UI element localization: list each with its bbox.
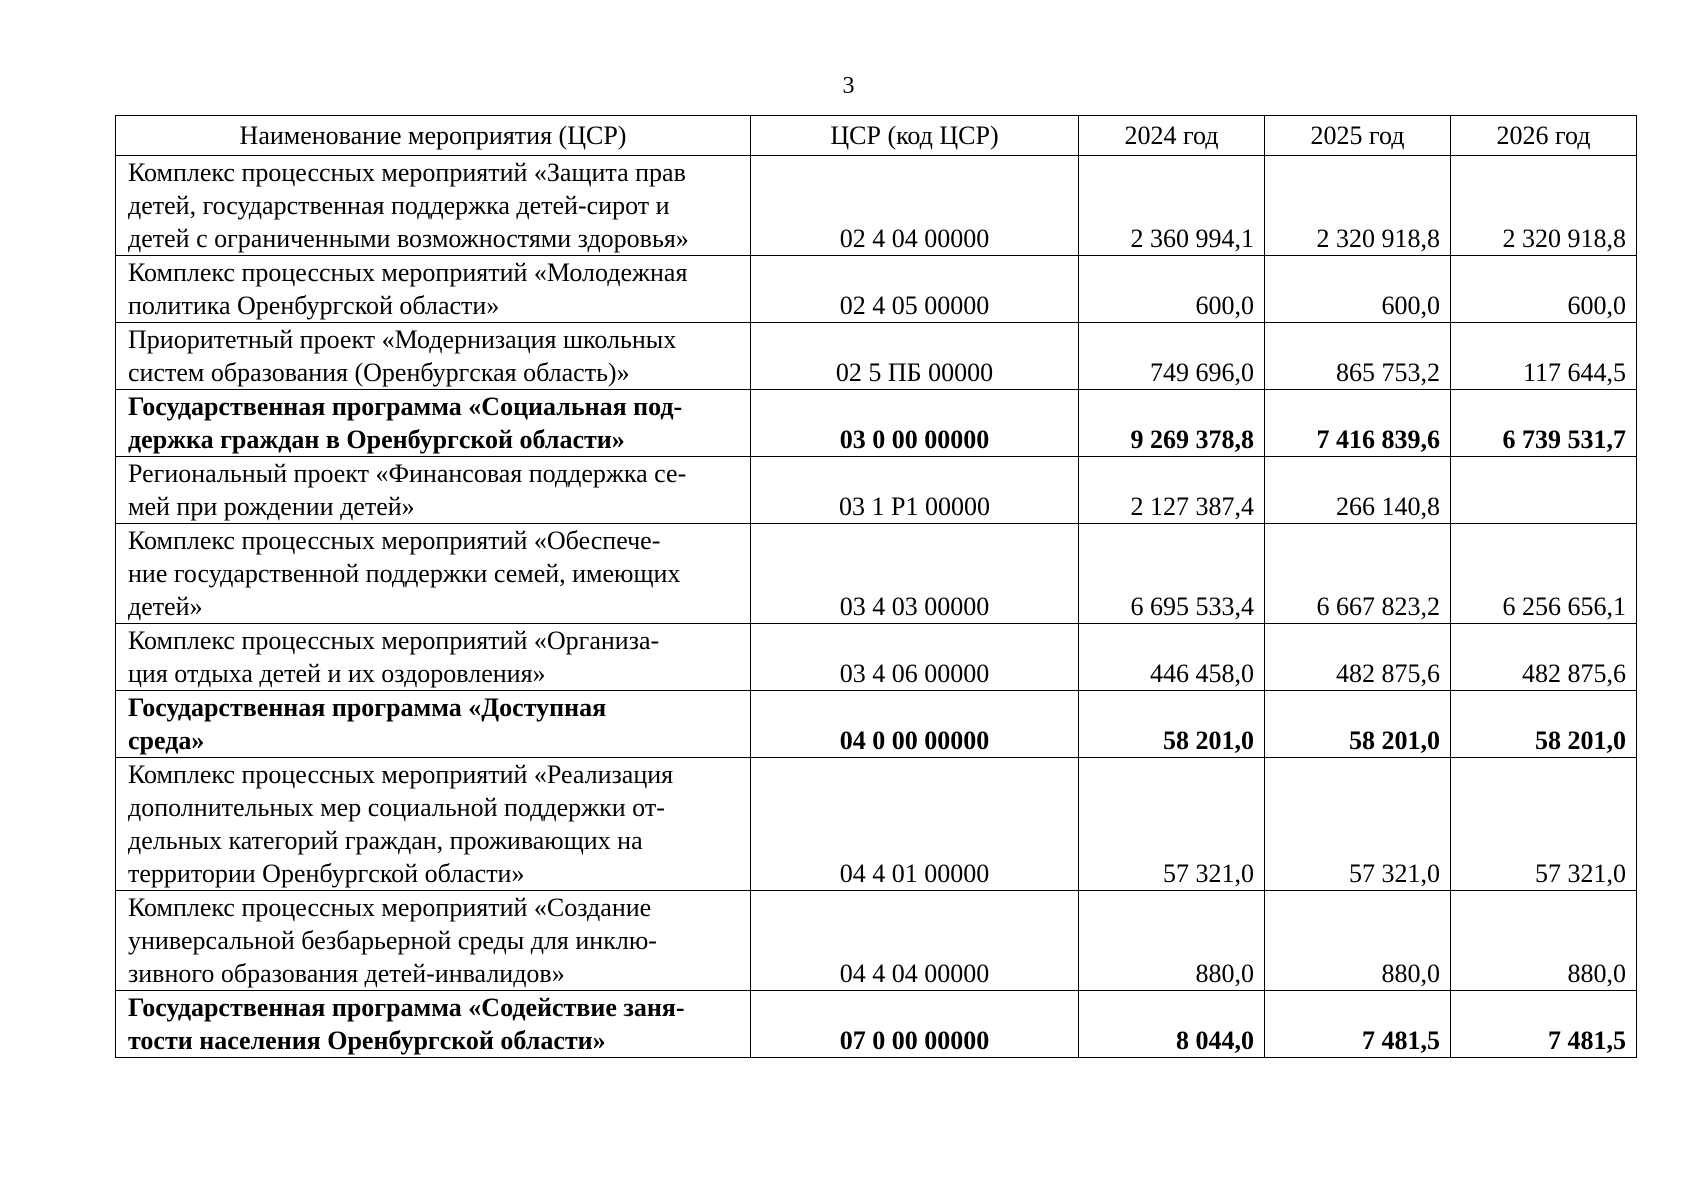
row-code: 04 4 04 00000: [751, 891, 1079, 991]
row-2024: 2 127 387,4: [1079, 457, 1265, 524]
table-body: [116, 156, 1637, 1058]
row-2025: 7 416 839,6: [1265, 390, 1451, 457]
row-name: Региональный проект «Финансовая поддержка се- мей при рождении детей»: [116, 457, 751, 524]
row-name: Комплекс процессных мероприятий «Создание универсальной безбарьерной среды для инклю- зивного образования детей-инвалидов»: [116, 891, 751, 991]
budget-table: [115, 115, 1637, 1058]
row-code: 04 4 01 00000: [751, 758, 1079, 891]
row-2026: 6 739 531,7: [1451, 390, 1637, 457]
row-2025: 880,0: [1265, 891, 1451, 991]
row-2025: 2 320 918,8: [1265, 156, 1451, 256]
row-2026: [1451, 457, 1637, 524]
row-code: 03 1 Р1 00000: [751, 457, 1079, 524]
row-2025: 58 201,0: [1265, 691, 1451, 758]
header-name: Наименование мероприятия (ЦСР): [116, 116, 751, 156]
row-name: Комплекс процессных мероприятий «Молодежная политика Оренбургской области»: [116, 256, 751, 323]
row-2026: 58 201,0: [1451, 691, 1637, 758]
row-code: 02 4 05 00000: [751, 256, 1079, 323]
row-name: Государственная программа «Содействие заня- тости населения Оренбургской области»: [116, 991, 751, 1058]
row-2026: 482 875,6: [1451, 624, 1637, 691]
row-2026: 117 644,5: [1451, 323, 1637, 390]
table-header: [116, 116, 1637, 156]
row-2026: 7 481,5: [1451, 991, 1637, 1058]
row-code: 04 0 00 00000: [751, 691, 1079, 758]
row-2025: 6 667 823,2: [1265, 524, 1451, 624]
row-2025: 600,0: [1265, 256, 1451, 323]
table-row: [116, 691, 1637, 758]
row-2026: 880,0: [1451, 891, 1637, 991]
row-2025: 7 481,5: [1265, 991, 1451, 1058]
table-row: [116, 390, 1637, 457]
table-row: [116, 991, 1637, 1058]
row-name: Государственная программа «Социальная под- держка граждан в Оренбургской области»: [116, 390, 751, 457]
row-name: Комплекс процессных мероприятий «Обеспече- ние государственной поддержки семей, имеющих детей»: [116, 524, 751, 624]
row-2026: 6 256 656,1: [1451, 524, 1637, 624]
row-name: Приоритетный проект «Модернизация школьных систем образования (Оренбургская область)»: [116, 323, 751, 390]
header-2024: 2024 год: [1079, 116, 1265, 156]
row-code: 02 5 ПБ 00000: [751, 323, 1079, 390]
row-2026: 600,0: [1451, 256, 1637, 323]
row-code: 03 0 00 00000: [751, 390, 1079, 457]
row-2024: 600,0: [1079, 256, 1265, 323]
row-name: Комплекс процессных мероприятий «Реализация дополнительных мер социальной поддержки от- дельных категорий граждан, проживающих на территории Оренбургской области»: [116, 758, 751, 891]
row-2024: 6 695 533,4: [1079, 524, 1265, 624]
row-name: Комплекс процессных мероприятий «Организа- ция отдыха детей и их оздоровления»: [116, 624, 751, 691]
row-code: 07 0 00 00000: [751, 991, 1079, 1058]
table-row: [116, 156, 1637, 256]
header-code: ЦСР (код ЦСР): [751, 116, 1079, 156]
row-2024: 8 044,0: [1079, 991, 1265, 1058]
row-2026: 2 320 918,8: [1451, 156, 1637, 256]
table-row: [116, 457, 1637, 524]
row-2025: 266 140,8: [1265, 457, 1451, 524]
table-row: [116, 524, 1637, 624]
row-code: 02 4 04 00000: [751, 156, 1079, 256]
row-name: Государственная программа «Доступная среда»: [116, 691, 751, 758]
row-2024: 749 696,0: [1079, 323, 1265, 390]
row-2024: 58 201,0: [1079, 691, 1265, 758]
table-row: [116, 323, 1637, 390]
table-row: [116, 891, 1637, 991]
header-row: [116, 116, 1637, 156]
table-row: [116, 624, 1637, 691]
row-2024: 446 458,0: [1079, 624, 1265, 691]
row-2024: 2 360 994,1: [1079, 156, 1265, 256]
table-row: [116, 256, 1637, 323]
row-2025: 865 753,2: [1265, 323, 1451, 390]
row-2026: 57 321,0: [1451, 758, 1637, 891]
header-2026: 2026 год: [1451, 116, 1637, 156]
row-code: 03 4 03 00000: [751, 524, 1079, 624]
row-name: Комплекс процессных мероприятий «Защита прав детей, государственная поддержка детей-сирот и детей с ограниченными возможностями здоровья»: [116, 156, 751, 256]
row-code: 03 4 06 00000: [751, 624, 1079, 691]
row-2025: 57 321,0: [1265, 758, 1451, 891]
row-2024: 57 321,0: [1079, 758, 1265, 891]
header-2025: 2025 год: [1265, 116, 1451, 156]
row-2025: 482 875,6: [1265, 624, 1451, 691]
page-number: 3: [842, 73, 855, 99]
table-row: [116, 758, 1637, 891]
row-2024: 9 269 378,8: [1079, 390, 1265, 457]
row-2024: 880,0: [1079, 891, 1265, 991]
